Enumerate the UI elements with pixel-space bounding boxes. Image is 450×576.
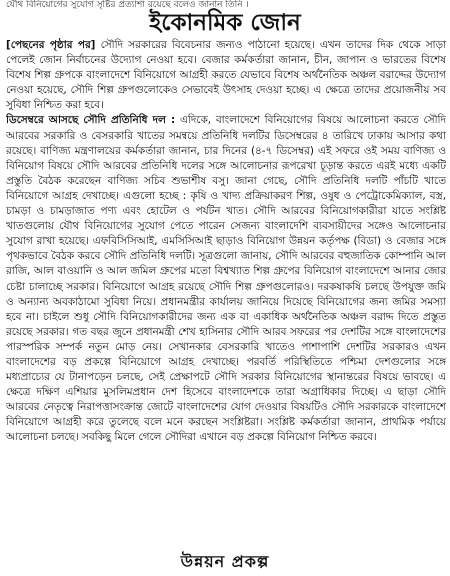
subheading: ডিসেম্বরে আসছে সৌদি প্রতিনিধি দল : — [6, 114, 176, 127]
continued-line: যৌথ বিনিয়োগের সুযোগ সৃষ্টির প্রত্যাশা রয়েছে বলেও জানান তিনি । — [6, 0, 249, 10]
story-headline: ইকোনমিক জোন — [149, 9, 301, 36]
next-story-title: উন্নয়ন প্রকল্প — [180, 552, 270, 571]
jump-label: [পেছনের পৃষ্ঠার পর] — [6, 39, 96, 51]
article-paragraph-1 — [6, 38, 446, 113]
article-body — [6, 38, 446, 548]
paragraph-text: সৌদি সরকারের বিবেচনার জন্যও পাঠানো হয়েছে। এখন তাদের দিক থেকে সাড়া পেলেই জোন নির্বাচনের উদ্যোগ নেওয়া হবে। বেজার কর্মকর্তারা জানান, চীন, জাপান ও ভারতের বিশেষ বিশেষ শিল্প গ্রুপকে বাংলাদেশে বিনিয়োগে আগ্রহী করতে যেভাবে বিশেষ অর্থনৈতিক অঞ্চল বরাদ্দের উদ্যোগ নেওয়া হয়েছে, সৌদি শিল্প গ্রুপগুলোকেও সেভাবেই উৎসাহ দেওয়া হচ্ছে। এ ক্ষেত্রে তাদের প্রয়োজনীয় সব সুবিধা নিশ্চিত করা হবে। — [6, 39, 446, 112]
paragraph-text: এদিকে, বাংলাদেশে বিনিয়োগের বিষয়ে আলোচনা করতে সৌদি আরবের সরকারি ও বেসরকারি খাতের সমন্বয়ে প্রতিনিধি দলটির ডিসেম্বরের ৪ তারিখে ঢাকায় আসার কথা রয়েছে। বাণিজ্য মন্ত্রণালয়ের কর্মকর্তারা জানান, চার দিনের (৪-৭ ডিসেম্বর) এই সফরে ওই সময় বাণিজ্য ও বিনিয়োগ বিষয়ে সৌদি আরবের প্রতিনিধি দলের সঙ্গে আলোচনার রূপরেখা চূড়ান্ত করতে এরই মধ্যে একটি প্রস্তুতি বৈঠক করেছেন বাণিজ্য সচিব শুভাশীষ বসু। জানা গেছে, সৌদি প্রতিনিধি দলটি পাঁচটি খাতে বিনিয়োগে আগ্রহ দেখাচ্ছে। এগুলো হচ্ছে : কৃষি ও খাদ্য প্রক্রিয়াকরণ শিল্প, ওষুধ ও পেট্রোকেমিক্যাল, বস্ত্র, চামড়া ও চামড়াজাত পণ্য এবং হোটেল ও পর্যটন খাত। সৌদি আরবের বিনিয়োগকারীরা যাতে সংশ্লিষ্ট খাতগুলোয় যৌথ বিনিয়োগের সুযোগ পেতে পারেন সেজন্য বাংলাদেশি ব্যবসায়ীদের সঙ্গেও আলোচনার সুযোগ রাখা হয়েছে। এফবিসিসিআই, এমসিসিআই ছাড়াও বিনিয়োগ উন্নয়ন কর্তৃপক্ষ (বিডা) ও বেজার সঙ্গে পৃথকভাবে বৈঠক করবে সৌদি প্রতিনিধি দলটি। সূত্রগুলো জানায়, সৌদি আরবের বহুজাতিক কোম্পানি আল রাজি, আল বাওয়ানি ও আল জমিল গ্রুপের মতো বিশ্বখ্যাত শিল্প গ্রুপের বিনিয়োগ বাংলাদেশে আনার জোর চেষ্টা চালাচ্ছে সরকার। বিনিয়োগে আগ্রহ রয়েছে সৌদি শিল্প গ্রুপগুলোরও। দরকষাকষি চলছে উপযুক্ত জমি ও অন্যান্য অবকাঠামো সুবিধা নিয়ে। প্রধানমন্ত্রীর কার্যালয় জানিয়ে দিয়েছে বিনিয়োগের জন্য জমির সমস্যা হবে না। চাইলে শুধু সৌদি বিনিয়োগকারীদের জন্য এক বা একাধিক অর্থনৈতিক অঞ্চল বরাদ্দ দিতে প্রস্তুত রয়েছে সরকার। গত বছর জুনে প্রধানমন্ত্রী শেখ হাসিনার সৌদি আরব সফরের পর দেশটির সঙ্গে বাংলাদেশের পারস্পরিক সম্পর্ক নতুন মোড় নেয়। সেখানকার বেসরকারি খাতেও পাশাপাশি দেশটির সরকারও এখন বাংলাদেশের বড় প্রকল্পে বিনিয়োগে আগ্রহ দেখাচ্ছে। পরবর্তি পরিস্থিতিতে পশ্চিমা দেশগুলোর সঙ্গে মধ্যপ্রাচ্যের যে টানাপড়েন চলছে, সেই প্রেক্ষাপটে সৌদি সরকার বিনিয়োগের স্থানান্তরের বিষয়ে ভাবছে। এ ক্ষেত্রে দক্ষিণ এশিয়ার মুসলিমপ্রধান দেশ হিসেবে বাংলাদেশকে তারা অগ্রাধিকার দিচ্ছে। এ ছাড়া সৌদি আরবের নেতৃত্বে নিরাপত্তাসংক্রান্ত জোটে বাংলাদেশের যোগ দেওয়ার বিষয়টিও সৌদি সরকারকে বাংলাদেশে বিনিয়োগে আগ্রহী করে তুলেছে বলে মনে করছেন সংশ্লিষ্টরা। সংশ্লিষ্ট কর্মকর্তারা জানান, প্রাথমিক পর্যায়ে আলোচনা চলছে। সবকিছু মিলে গেলে সৌদিরা এখানে বড় প্রকল্পে বিনিয়োগ নিশ্চিত করবে। — [6, 114, 446, 444]
article-paragraph-2 — [6, 113, 446, 445]
